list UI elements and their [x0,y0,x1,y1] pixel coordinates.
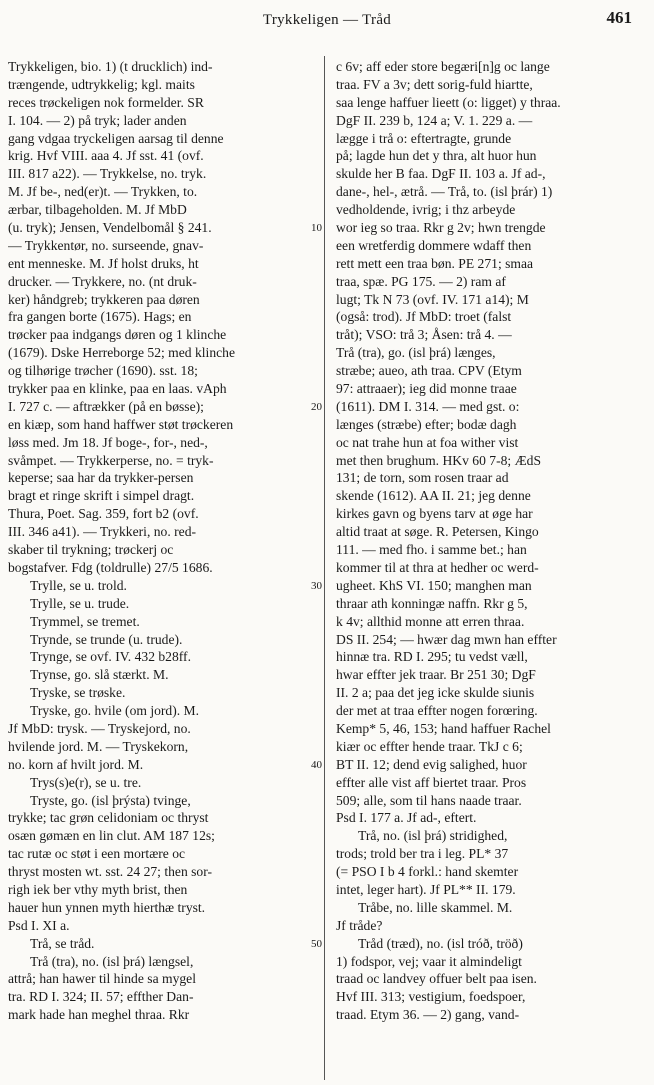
text-line: Kemp* 5, 46, 153; hand haffuer Rachel [336,720,551,736]
text-line: bragt et ringe skrift i simpel dragt. [8,488,195,504]
text-line: Trå (tra), no. (isl þrá) længsel, [30,953,194,969]
line-number: 30 [311,580,322,593]
text-line: løss med. Jm 18. Jf boge-, for-, ned-, [8,434,208,450]
text-line: ærbar, tilbageholden. M. Jf MbD [8,202,187,218]
text-line: 131; de torn, som rosen traar ad [336,470,509,486]
text-line: Trynge, se ovf. IV. 432 b28ff. [30,649,191,665]
text-line: tra. RD I. 324; II. 57; effther Dan- [8,989,194,1005]
text-line: (u. tryk); Jensen, Vendelbomål § 241. [8,220,212,236]
text-line: ugheet. KhS VI. 150; manghen man [336,577,532,593]
text-line: trods; trold ber tra i leg. PL* 37 [336,846,509,862]
text-line: 509; alle, som til hans naade traar. [336,792,522,808]
text-line: kommer til at thra at hedher oc werd- [336,559,539,575]
page-header [0,8,654,32]
text-line: lægge i trå o: eftertragte, grunde [336,130,512,146]
text-line: (1611). DM I. 314. — med gst. o: [336,398,520,414]
text-line: wor ieg so traa. Rkr g 2v; hwn trengde [336,220,546,236]
text-line: Tråd (træd), no. (isl tróð, tröð) [358,935,523,951]
text-line: en kiæp, som hand haffwer støt trøckeren [8,416,234,432]
text-line: trykker paa en klinke, paa en laas. vAph [8,381,227,397]
text-line: Tryste, go. (isl þrýsta) tvinge, [30,792,191,808]
text-line: og tilhørige trøcher (1690). sst. 18; [8,363,198,379]
text-line: BT II. 12; dend evig salighed, huor [336,756,527,772]
line-number: 10 [311,222,322,235]
text-line: stræbe; aueo, ath traa. CPV (Etym [336,363,522,379]
text-line: thryst mosten wt. sst. 24 27; then sor- [8,864,213,880]
page-number: 461 [606,8,632,27]
text-line: Trylle, se u. trold. [30,577,127,593]
right-column [336,58,640,1078]
text-line: ent menneske. M. Jf holst druks, ht [8,255,199,271]
text-line: hinnæ tra. RD I. 295; tu vedst væll, [336,649,528,665]
text-line: Jf MbD: trysk. — Tryskejord, no. [8,720,191,736]
text-line: rett mett een traa bøn. PE 271; smaa [336,255,534,271]
running-head: Trykkeligen — Tråd [262,12,392,28]
text-line: thraar ath konningæ naffn. Rkr g 5, [336,595,528,611]
text-line: skende (1612). AA II. 21; jeg denne [336,488,531,504]
text-line: effter alle vist aff biertet traar. Pros [336,774,527,790]
text-line: k 4v; allthid monne att erren thraa. [336,613,525,629]
text-line: DS II. 254; — hwær dag mwn han effter [336,631,557,647]
text-line: hauer hun ynnen myth hierthæ tryst. [8,899,206,915]
text-line: dane-, hel-, ætrå. — Trå, to. (isl þrár) 1) [336,184,553,200]
text-line: kiær oc effter hende traar. TkJ c 6; [336,738,523,754]
text-line: met then brughum. HKv 60 7-8; ÆdS [336,452,542,468]
text-line: attrå; han hawer til hinde sa mygel [8,971,196,987]
text-line: Trynse, go. slå stærkt. M. [30,667,169,683]
text-line: Trys(s)e(r), se u. tre. [30,774,142,790]
text-line: traad oc landvey offuer belt paa isen. [336,971,537,987]
text-line: III. 817 a22). — Trykkelse, no. tryk. [8,166,207,182]
text-line: traad. Etym 36. — 2) gang, vand- [336,1007,520,1023]
text-line: skaber til trykning; trøckerj oc [8,542,174,558]
text-line: righ iek ber vthy myth brist, then [8,881,188,897]
text-line: Trymmel, se tremet. [30,613,140,629]
text-line: mark hade han meghel thraa. Rkr [8,1007,190,1023]
text-line: (= PSO I b 4 forkl.: hand skemter [336,864,519,880]
text-line: hwar effter jek traar. Br 251 30; DgF [336,667,536,683]
text-line: der met at traa effter nogen forœring. [336,703,538,719]
text-line: oc nat trahe hun at foa wither vist [336,434,519,450]
text-line: Hvf III. 313; vestigium, foedspoer, [336,989,526,1005]
text-line: 97: attraaer); ieg did monne traae [336,381,517,397]
text-line: Trylle, se u. trude. [30,595,130,611]
line-number: 20 [311,401,322,414]
text-line: Trå, no. (isl þrá) stridighed, [358,828,508,844]
text-line: 111. — med fho. i samme bet.; han [336,542,527,558]
text-line: tråt); VSO: trå 3; Åsen: trå 4. — [336,327,512,343]
text-line: Tryske, se trøske. [30,685,126,701]
text-line: (1679). Dske Herreborge 52; med klinche [8,345,235,361]
text-line: ker) håndgreb; trykkeren paa døren [8,291,200,307]
line-number: 50 [311,938,322,951]
text-line: bogstafver. Fdg (toldrulle) 27/5 1686. [8,559,213,575]
text-line: fra gangen borte (1675). Hags; en [8,309,192,325]
text-line: skulde her B faa. DgF II. 103 a. Jf ad-, [336,166,546,182]
text-line: 1) fodspor, vej; vaar it almindeligt [336,953,522,969]
text-line: c 6v; aff eder store begæri[n]g oc lange [336,59,550,74]
text-line: svåmpet. — Trykkerperse, no. = tryk- [8,452,214,468]
text-line: Psd I. 177 a. Jf ad-, eftert. [336,810,477,826]
text-line: vedholdende, ivrig; i thz arbeyde [336,202,516,218]
text-line: Thura, Poet. Sag. 359, fort b2 (ovf. [8,506,199,522]
text-line: Trynde, se trunde (u. trude). [30,631,183,647]
text-line: drucker. — Trykkere, no. (nt druk- [8,273,197,289]
text-line: kirkes gavn og byens tarv at øge har [336,506,533,522]
text-line: keperse; saa har da trykker-persen [8,470,194,486]
text-line: krig. Hvf VIII. aaa 4. Jf sst. 41 (ovf. [8,148,204,164]
text-line: II. 2 a; paa det jeg icke skulde siunis [336,685,535,701]
text-line: længes (stræbe) efter; bodæ dagh [336,416,517,432]
text-line: DgF II. 239 b, 124 a; V. 1. 229 a. — [336,112,533,128]
text-line: Trykkeligen, bio. 1) (t drucklich) ind- [8,59,213,74]
text-line: trykke; tac grøn celidoniam oc thryst [8,810,209,826]
text-line: Psd I. XI a. [8,917,70,933]
text-line: Trå (tra), go. (isl þrá) længes, [336,345,496,361]
text-line: M. Jf be-, ned(er)t. — Trykken, to. [8,184,198,200]
text-line: på; lagde hun det y thra, alt huor hun [336,148,537,164]
line-number: 40 [311,759,322,772]
left-column [8,58,314,1078]
text-line: gang vdgaa tryckeligen aarsag til denne [8,130,224,146]
text-line: trøcker paa indgangs døren og 1 klinche [8,327,227,343]
text-line: Jf tråde? [336,917,383,933]
text-line: traa. FV a 3v; dett sorig-fuld hiartte, [336,76,533,92]
text-line: Tråbe, no. lille skammel. M. [358,899,513,915]
column-divider [324,56,325,1080]
text-line: no. korn af hvilt jord. M. [8,756,144,772]
text-line: I. 727 c. — aftrækker (på en bøsse); [8,398,204,414]
text-line: (også: trod). Jf MbD: troet (falst [336,309,512,325]
text-line: saa lenge haffuer lieett (o: ligget) y thraa. [336,94,561,110]
text-line: Trå, se tråd. [30,935,95,951]
text-line: trængende, udtrykkelig; kgl. maits [8,76,195,92]
text-line: een wretferdig dommere wdaff then [336,237,532,253]
text-line: traa, spæ. PG 175. — 2) ram af [336,273,506,289]
text-line: Tryske, go. hvile (om jord). M. [30,703,200,719]
text-line: tac rutæ oc støt i een mortære oc [8,846,186,862]
text-line: reces trøckeligen nok formelder. SR [8,94,204,110]
text-line: — Trykkentør, no. surseende, gnav- [8,237,204,253]
text-line: I. 104. — 2) på tryk; lader anden [8,112,187,128]
text-line: hvilende jord. M. — Tryskekorn, [8,738,189,754]
text-line: altid traat at søge. R. Petersen, Kingo [336,524,539,540]
text-line: osæn gømæn en lin clut. AM 187 12s; [8,828,215,844]
text-line: III. 346 a41). — Trykkeri, no. red- [8,524,197,540]
text-line: lugt; Tk N 73 (ovf. IV. 171 a14); M [336,291,529,307]
text-line: intet, leger hart). Jf PL** II. 179. [336,881,516,897]
